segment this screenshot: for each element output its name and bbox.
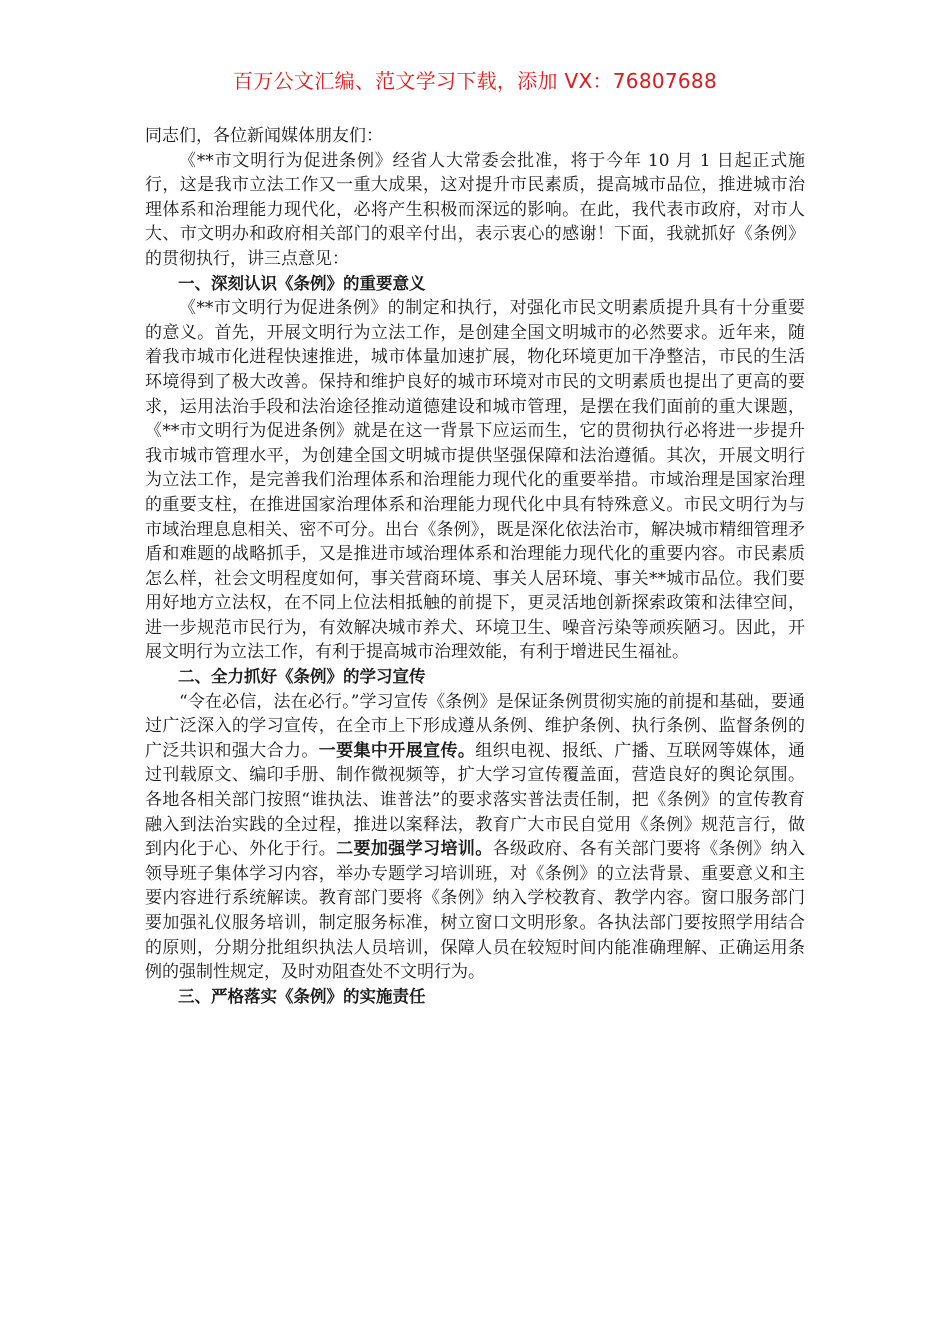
section-2-point-2: 二要加强学习培训。: [336, 839, 493, 860]
section-2-heading: 二、全力抓好《条例》的学习宣传: [178, 667, 426, 687]
section-2-paragraph: [145, 690, 805, 985]
salutation: 同志们，各位新闻媒体朋友们：: [145, 126, 383, 146]
section-2-point-1: 一要集中开展宣传。: [318, 740, 476, 761]
section-1-paragraph: 《**市文明行为促进条例》的制定和执行，对强化市民文明素质提升具有十分重要的意义。首先，开展文明行为立法工作，是创建全国文明城市的必然要求。近年来，随着我市城市化进程快速推进，城市体量加速扩展，物化环境更加干净整洁，市民的生活环境得到了极大改善。保持和维护良好的城市环境对市民的文明素质也提出了更高的要求，运用法治手段和法治途径推动道德建设和城市管理，是摆在我们面前的重大课题，《**市文明行为促进条例》就是在这一背景下应运而生，它的贯彻执行必将进一步提升我市城市管理水平，为创建全国文明城市提供坚强保障和法治遵循。其次，开展文明行为立法工作，是完善我们治理体系和治理能力现代化的重要举措。市域治理是国家治理的重要支柱，在推进国家治理体系和治理能力现代化中具有特殊意义。市民文明行为与市域治理息息相关、密不可分。出台《条例》，既是深化依法治市，解决城市精细管理矛盾和难题的战略抓手，又是推进市域治理体系和治理能力现代化的重要内容。市民素质怎么样，社会文明程度如何，事关营商环境、事关人居环境、事关**城市品位。我们要用好地方立法权，在不同上位法相抵触的前提下，更灵活地创新探索政策和法律空间，进一步规范市民行为，有效解决城市养犬、环境卫生、噪音污染等顽疾陋习。因此，开展文明行为立法工作，有利于提高城市治理效能，有利于增进民生福祉。: [145, 298, 805, 663]
document-body: [145, 124, 805, 1009]
section-1-heading: 一、深刻认识《条例》的重要意义: [178, 273, 426, 293]
section-2-text-1: “令在必信，法在必行。”学习宣传《条例》是保证条例贯彻实施的前提和基础，要通过广泛深入的学习宣传，在全市上下形成遵从条例、维护条例、执行条例、监督条例的广泛共识和强大合力。: [145, 691, 805, 761]
section-3-heading: 三、严格落实《条例》的实施责任: [178, 986, 426, 1006]
section-2-text-3: 各级政府、各有关部门要将《条例》纳入领导班子集体学习内容，举办专题学习培训班，对《条例》的立法背景、重要意义和主要内容进行系统解读。教育部门要将《条例》纳入学校教育、教学内容。窗口服务部门要加强礼仪服务培训，制定服务标准，树立窗口文明形象。各执法部门要按照学用结合的原则，分期分批组织执法人员培训，保障人员在较短时间内能准确理解、正确运用条例的强制性规定，及时劝阻查处不文明行为。: [145, 839, 806, 983]
intro-paragraph: 《**市文明行为促进条例》经省人大常委会批准，将于今年 10 月 1 日起正式施行，这是我市立法工作又一重大成果，这对提升市民素质，提高城市品位，推进城市治理体系和治理能力现代化，必将产生积极而深远的影响。在此，我代表市政府，对市人大、市文明办和政府相关部门的艰辛付出，表示衷心的感谢！下面，我就抓好《条例》的贯彻执行，讲三点意见：: [145, 150, 805, 269]
watermark-header: 百万公文汇编、范文学习下载，添加 VX：76807688: [233, 69, 717, 93]
section-2-text-2: 组织电视、报纸、广播、互联网等媒体，通过刊载原文、编印手册、制作微视频等，扩大学习宣传覆盖面，营造良好的舆论氛围。各地各相关部门按照“谁执法、谁普法”的要求落实普法责任制，把《条例》的宣传教育融入到法治实践的全过程，推进以案释法，教育广大市民自觉用《条例》规范言行，做到内化于心、外化于行。: [145, 740, 806, 860]
